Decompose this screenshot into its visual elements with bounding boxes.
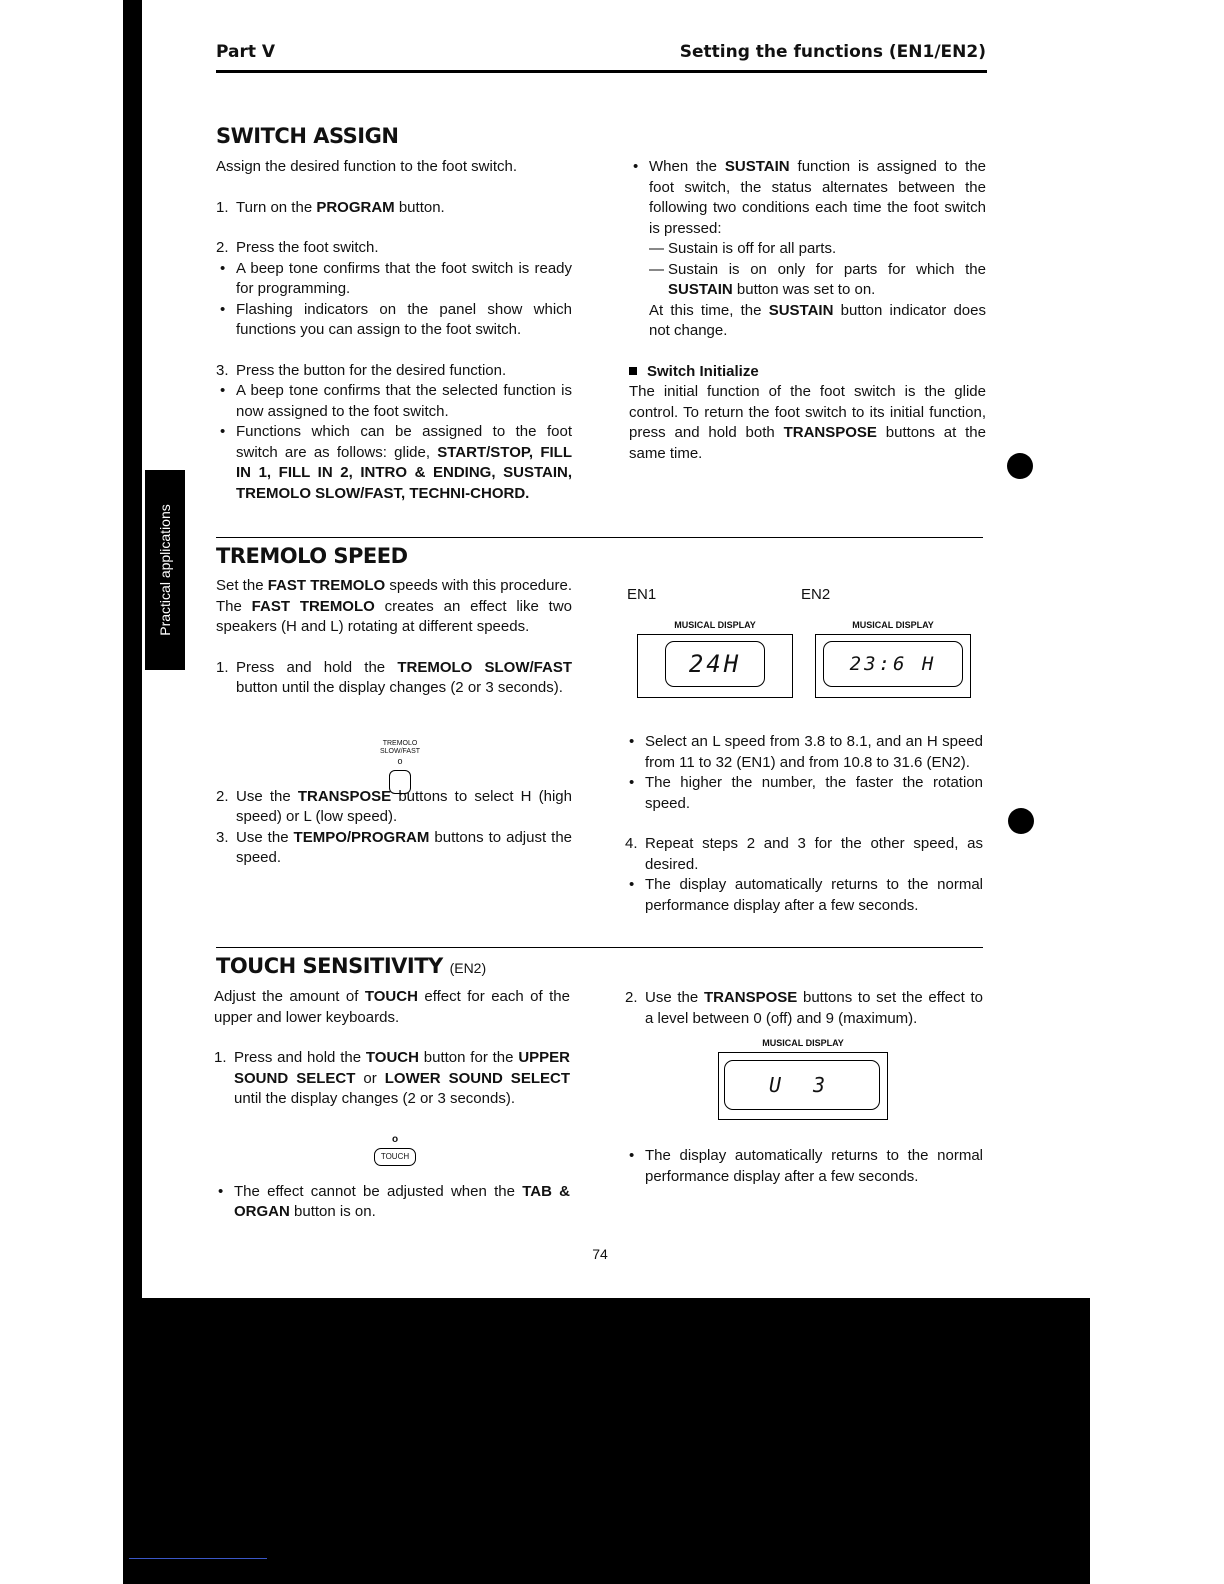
sustain-bullet: • When the SUSTAIN function is assigned to the foot switch, the status alternates between the following two conditions each time the foot switch is pressed: [633,158,986,237]
touch-bullet-tab-organ: • The effect cannot be adjusted when the TAB & ORGAN button is on. [218,1182,570,1220]
section-rule-2 [216,947,983,948]
sustain-condition-1: — Sustain is off for all parts. [649,240,837,257]
led-indicator: o [397,756,403,766]
switch-initialize-text: The initial function of the foot switch is the glide control. To return the foot switch to its initial function, press and hold both TRANSPOSE buttons at the same time. [629,383,986,462]
tremolo-title: TREMOLO SPEED [216,544,408,568]
en2-musical-display: MUSICAL DISPLAY 23:6 H [815,620,971,698]
tremolo-bullet-auto-return: • The display automatically returns to the normal performance display after a few seconds. [629,876,983,914]
tremolo-bullet-speed-range: • Select an L speed from 3.8 to 8.1, and an H speed from 11 to 32 (EN1) and from 10.8 to 31.6 (EN2). [629,733,983,771]
tremolo-intro: Set the FAST TREMOLO speeds with this procedure. The FAST TREMOLO creates an effect like two speakers (H and L) rotating at different speeds. [216,577,573,635]
switch-step-2-bullet-2: • Flashing indicators on the panel show which functions you can assign to the foot switch. [220,300,572,338]
switch-step-3: 3. Press the button for the desired function. [216,361,507,379]
touch-intro: Adjust the amount of TOUCH effect for each of the upper and lower keyboards. [214,988,570,1026]
button-icon [389,770,411,794]
tremolo-step-2: 2. Use the TRANSPOSE buttons to select H (high speed) or L (low speed). [216,787,572,825]
switch-assign-intro: Assign the desired function to the foot switch. [216,158,518,175]
side-thumb-tab [145,470,185,670]
touch-title: TOUCH SENSITIVITY (EN2) [216,954,487,978]
switch-assign-left-column [216,157,572,504]
switch-initialize-heading: Switch Initialize [629,362,986,383]
switch-step-2: 2. Press the foot switch. [216,239,379,256]
touch-left-column [214,987,570,1223]
switch-step-3-bullet-2: • Functions which can be assigned to the foot switch are as follows: glide, START/STOP, FILL IN 1, FILL IN 2, INTRO & ENDING, SUSTAIN, TREMOLO SLOW/FAST, TECHNI-CHORD. [220,423,572,502]
touch-step-1: 1. Press and hold the TOUCH button for the UPPER SOUND SELECT or LOWER SOUND SELECT until the display changes (2 or 3 seconds). [214,1049,570,1107]
link-underline [129,1558,267,1559]
side-tab-label: Practical applications [157,504,173,636]
touch-bullet-auto-return: • The display automatically returns to the normal performance display after a few seconds. [629,1147,983,1185]
en2-label: EN2 [801,586,831,603]
sustain-condition-2: — Sustain is on only for parts for which the SUSTAIN button was set to on. [649,260,986,298]
en1-display-readout: 24H [665,641,765,687]
tremolo-slow-fast-button: TREMOLO SLOW/FAST o [360,740,440,794]
section-rule-1 [216,537,983,538]
tremolo-step-1: 1. Press and hold the TREMOLO SLOW/FAST button until the display changes (2 or 3 seconds). [216,658,572,696]
en2-display-readout: 23:6 H [823,641,963,687]
led-indicator: o [391,1134,399,1145]
switch-assign-right-column [629,157,986,464]
margin-dot-1 [1007,453,1033,479]
touch-button-icon: TOUCH [374,1148,416,1166]
square-bullet-icon [629,367,637,375]
switch-step-1: 1. Turn on the PROGRAM button. [216,198,445,216]
tremolo-left-column [216,576,572,869]
touch-button [365,1135,425,1166]
switch-step-3-bullet-1: • A beep tone confirms that the selected function is now assigned to the foot switch. [220,382,572,420]
page-number: 74 [592,1246,608,1262]
header-part: Part V [216,42,276,62]
tremolo-step-3: 3. Use the TEMPO/PROGRAM buttons to adjust the speed. [216,828,572,866]
margin-dot-2 [1008,808,1034,834]
tremolo-bullet-higher: • The higher the number, the faster the rotation speed. [629,774,983,812]
touch-musical-display: MUSICAL DISPLAY U 3 [718,1038,888,1120]
header-rule [216,70,987,73]
en1-label: EN1 [627,586,657,603]
switch-step-2-bullet-1: • A beep tone confirms that the foot switch is ready for programming. [220,259,572,297]
touch-right-column [625,988,983,1029]
header-section: Setting the functions (EN1/EN2) [679,42,986,62]
touch-step-2: 2. Use the TRANSPOSE buttons to set the effect to a level between 0 (off) and 9 (maximum). [625,989,983,1027]
touch-right-bullet [625,1146,983,1187]
touch-display-readout: U 3 [724,1060,880,1110]
tremolo-right-column [625,732,983,916]
tremolo-step-4: 4. Repeat steps 2 and 3 for the other speed, as desired. [625,835,983,873]
en1-musical-display: MUSICAL DISPLAY 24H [637,620,793,698]
switch-assign-title: SWITCH ASSIGN [216,124,399,148]
sustain-note: At this time, the SUSTAIN button indicator does not change. [649,301,986,339]
